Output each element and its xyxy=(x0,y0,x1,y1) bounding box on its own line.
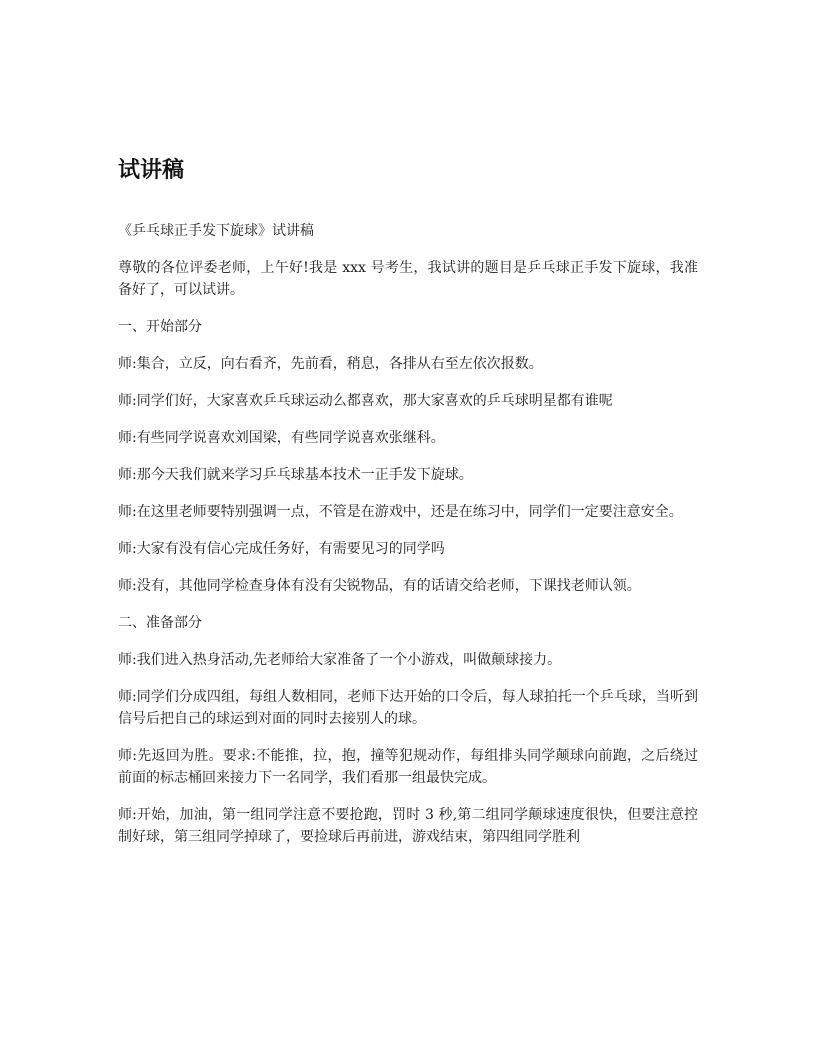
paragraph: 师:开始，加油，第一组同学注意不要抢跑，罚时 3 秒,第二组同学颠球速度很快，但要注意控制好球，第三组同学掉球了，要捡球后再前进，游戏结束，第四组同学胜利 xyxy=(118,807,698,845)
opening-greeting: 尊敬的各位评委老师，上午好!我是 xxx 号考生，我试讲的题目是乒乓球正手发下旋球，我准备好了，可以试讲。 xyxy=(118,260,698,298)
paragraph: 师:有些同学说喜欢刘国梁，有些同学说喜欢张继科。 xyxy=(118,430,445,446)
paragraph: 师:我们进入热身活动,先老师给大家准备了一个小游戏，叫做颠球接力。 xyxy=(118,652,562,668)
document-body xyxy=(118,156,698,863)
paragraph: 师:先返回为胜。要求:不能推，拉，抱，撞等犯规动作，每组排头同学颠球向前跑，之后绕过前面的标志桶回来接力下一名同学，我们看那一组最快完成。 xyxy=(118,748,698,786)
section-heading-preparation: 二、准备部分 xyxy=(118,615,202,631)
paragraph: 师:集合，立反，向右看齐，先前看，稍息，各排从右至左依次报数。 xyxy=(118,356,543,372)
paragraph: 师:没有，其他同学检查身体有没有尖锐物品，有的话请交给老师，下课找老师认领。 xyxy=(118,578,641,594)
paragraph: 师:大家有没有信心完成任务好，有需要见习的同学吗 xyxy=(118,541,445,557)
section-heading-start: 一、开始部分 xyxy=(118,319,202,335)
paragraph: 师:同学们好，大家喜欢乒乓球运动么都喜欢，那大家喜欢的乒乓球明星都有谁呢 xyxy=(118,393,613,409)
paragraph: 师:同学们分成四组，每组人数相同，老师下达开始的口令后，每人球拍托一个乒乓球，当听到信号后把自己的球运到对面的同时去接别人的球。 xyxy=(118,689,698,727)
document-title: 试讲稿 xyxy=(118,158,185,183)
paragraph: 师:那今天我们就来学习乒乓球基本技术一正手发下旋球。 xyxy=(118,467,473,483)
lesson-subtitle: 《乒乓球正手发下旋球》试讲稿 xyxy=(118,223,314,239)
paragraph: 师:在这里老师要特别强调一点，不管是在游戏中，还是在练习中，同学们一定要注意安全。 xyxy=(118,504,683,520)
